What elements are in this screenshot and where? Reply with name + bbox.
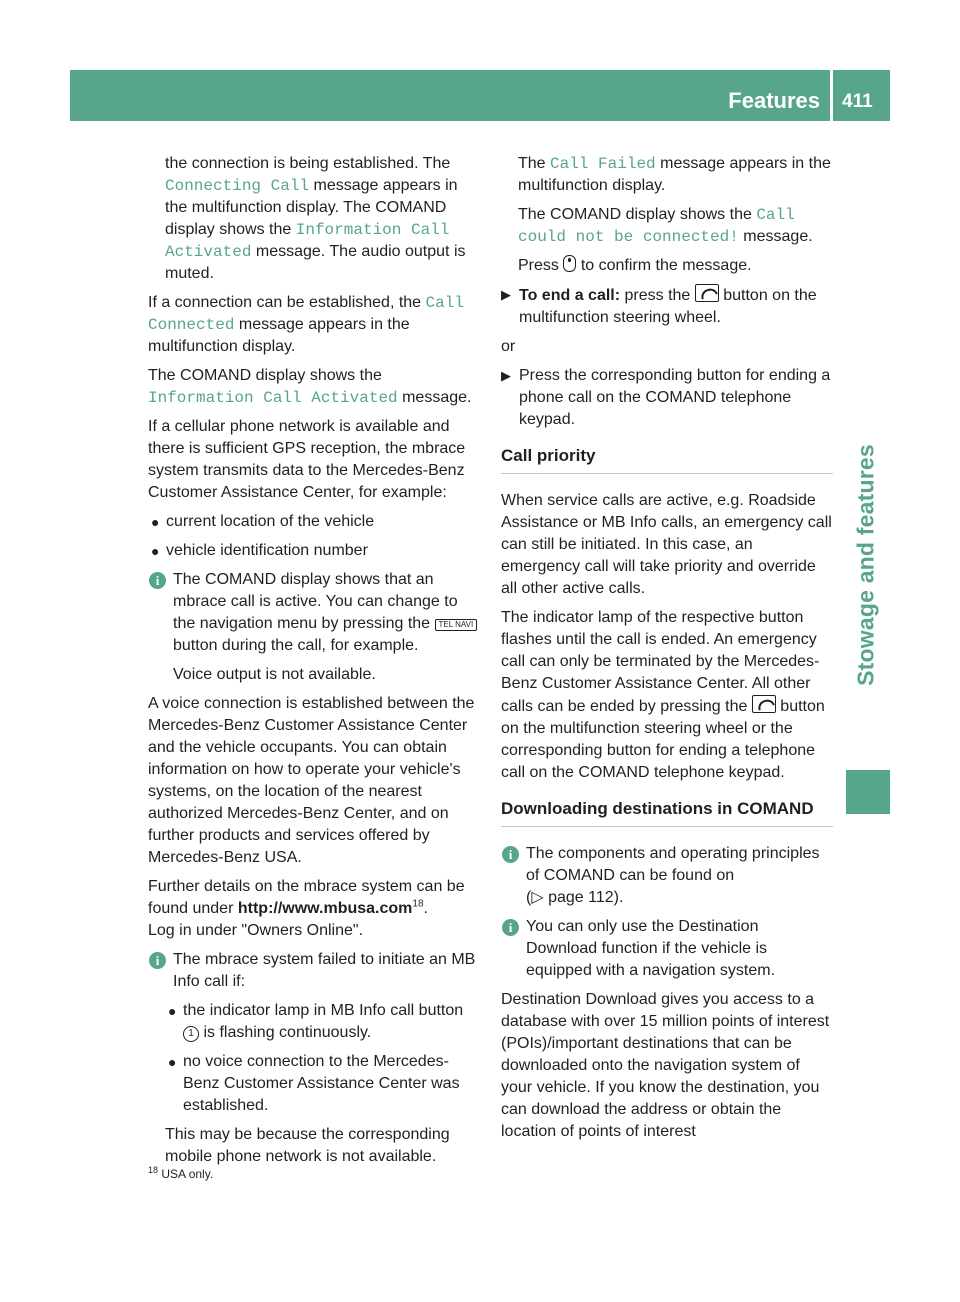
display-message: Call could not be connected! [518,206,795,246]
display-message: Call Connected [148,294,464,334]
list-item: ● current location of the vehicle [148,511,481,533]
paragraph: The indicator lamp of the respective button flashes until the call is ended. An emergency call can only be terminated by the Mercedes-Benz Customer Assistance Center. All other calls can be ended by pressing the button on the multifunction steering wheel or the corresponding button for ending a telephone call on the COMAND telephone keypad. [501,609,825,781]
instruction-step: ▶ To end a call: press the button on the multifunction steering wheel. [501,284,833,329]
info-note: i The components and operating principles of COMAND can be found on (▷ page 112). [501,843,833,909]
chapter-tab-label: Stowage and features [852,444,879,686]
step-arrow-icon: ▶ [501,368,511,383]
display-message: Information Call Activated [165,221,450,261]
info-note: i The COMAND display shows that an mbrace call is active. You can change to the navigation menu by pressing the TEL NAVI button during the call, for example. [148,569,481,657]
page-reference[interactable]: (▷ page 112). [526,889,624,906]
controller-icon [563,255,576,272]
end-call-icon [752,695,776,713]
instruction-step: ▶ Press the corresponding button for ending a phone call on the COMAND telephone keypad. [501,367,831,428]
section-title: Features [728,88,820,113]
callout-number-icon: 1 [183,1026,199,1042]
footnote-ref: 18 [412,898,424,910]
paragraph: A voice connection is established between the Mercedes-Benz Customer Assistance Center and the vehicle occupants. You can obtain information on how to operate your vehicle's systems, on the location of the nearest authorized Mercedes-Benz Center, and on further products and services offered by Mercedes-Benz USA. [148,695,475,866]
bullet-icon: ● [151,543,160,559]
chapter-tab-marker [846,770,890,814]
bullet-icon: ● [151,514,160,530]
header-divider [830,70,833,121]
paragraph: or [501,338,516,355]
display-message: Call Failed [550,155,656,173]
page-number: 411 [842,91,873,112]
list-item: ● the indicator lamp in MB Info call button 1 is flashing continuously. [168,1002,464,1041]
info-icon: i [502,846,519,863]
paragraph: This may be because the corresponding mobile phone network is not available. [165,1126,450,1165]
tel-navi-key-icon: TEL NAVI [435,619,478,631]
paragraph: The Call Failed message appears in the multifunction display. [518,155,831,194]
paragraph: Voice output is not available. [173,666,376,683]
info-icon: i [502,919,519,936]
info-icon: i [149,952,166,969]
paragraph: When service calls are active, e.g. Roadside Assistance or MB Info calls, an emergency call can still be initiated. In this case, an emergency call will take priority and override all other active calls. [501,492,832,597]
display-message: Information Call Activated [148,389,398,407]
section-heading: Call priority [501,445,833,474]
paragraph: Press to confirm the message. [518,257,752,274]
paragraph: Log in under "Owners Online". [148,922,364,939]
bullet-icon: ● [168,1003,177,1019]
info-note: i You can only use the Destination Download function if the vehicle is equipped with a navigation system. [501,916,833,982]
section-heading: Downloading destinations in COMAND [501,798,833,827]
end-call-icon [695,284,719,302]
website-link[interactable]: http://www.mbusa.com [237,900,413,917]
list-item: ● vehicle identification number [148,540,481,562]
bullet-icon: ● [168,1054,177,1070]
paragraph: The COMAND display shows the Information Call Activated message. [148,367,472,407]
step-arrow-icon: ▶ [501,287,511,302]
left-column [148,153,481,1175]
paragraph: If a connection can be established, the Call Connected message appears in the multifunction display. [148,294,464,355]
info-note: i The mbrace system failed to initiate an MB Info call if: [148,949,481,993]
paragraph: Destination Download gives you access to a database with over 15 million points of interest (POIs)/important destinations that can be downloaded onto the navigation system of your vehicle. If you know the destination, you can download the address or obtain the location of points of interest [501,991,830,1140]
footnote: $^{18}$ USA only. [148,1165,214,1181]
paragraph: Further details on the mbrace system can be found under http://www.mbusa.com$^{18}$. [148,878,465,917]
list-item: ● no voice connection to the Mercedes-Benz Customer Assistance Center was established. [168,1053,460,1114]
display-message: Connecting Call [165,177,310,195]
paragraph: the connection is being established. The Connecting Call message appears in the multifunction display. The COMAND display shows the Information Call Activated message. The audio output is muted. [165,155,466,282]
right-column [501,153,833,1150]
info-icon: i [149,572,166,589]
paragraph: The COMAND display shows the Call could not be connected! message. [518,206,813,246]
paragraph: If a cellular phone network is available and there is sufficient GPS reception, the mbrace system transmits data to the Mercedes-Benz Customer Assistance Center, for example: [148,418,466,501]
